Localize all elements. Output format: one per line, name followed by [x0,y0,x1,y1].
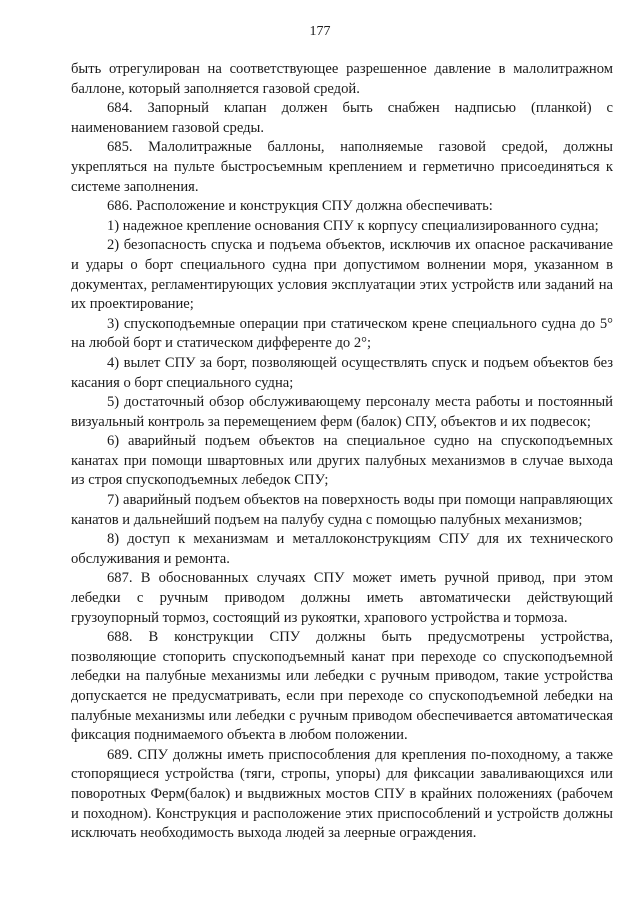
paragraph: 7) аварийный подъем объектов на поверхность воды при помощи направляющих канатов и дальнейший подъем на палубу судна с помощью палубных механизмов; [71,492,613,528]
paragraph: 4) вылет СПУ за борт, позволяющей осуществлять спуск и подъем объектов без касания о борт специального судна; [71,354,613,391]
paragraph: 689. СПУ должны иметь приспособления для крепления по-походному, а также стопорящиеся устройства (тяги, стропы, упоры) для фиксации заваливающихся или поворотных Ферм(балок) и выдвижных мостов СПУ в крайних положениях (рабочем и походном). Конструкция и расположение этих приспособлений и устройств должны исключать необходимость выхода людей за леерные ограждения. [71,746,613,842]
paragraph: 685. Малолитражные баллоны, наполняемые газовой средой, должны укрепляться на пульте быстросъемным креплением и герметично присоединяться к системе заполнения. [71,139,613,195]
paragraph: 688. В конструкции СПУ должны быть предусмотрены устройства, позволяющие стопорить спускоподъемный канат при переходе со спускоподъемной лебедки на палубные механизмы или лебедки с ручным приводом, такие устройства допускается не предусматривать, если при переходе со спускоподъемной лебедки на палубные механизмы или лебедки с ручным приводом обеспечивается автоматическая фиксация поднимаемого объекта в любом положении. [71,629,613,744]
paragraph: 2) безопасность спуска и подъема объектов, исключив их опасное раскачивание и удары о борт специального судна при допустимом волнении моря, указанном в документах, регламентирующих условия эксплуатации этих устройств или заданий на их проектирование; [71,237,613,313]
paragraph: 8) доступ к механизмам и металлоконструкциям СПУ для их технического обслуживания и ремонта. [71,531,613,567]
paragraph: 686. Расположение и конструкция СПУ должна обеспечивать: [107,198,493,215]
paragraph: быть отрегулирован на соответствующее разрешенное давление в малолитражном баллоне, который заполняется газовой средой. [71,61,613,97]
paragraph: 6) аварийный подъем объектов на специальное судно на спускоподъемных канатах при помощи швартовных или других палубных механизмов в случае выхода из строя спускоподъемных лебедок СПУ; [71,433,613,489]
paragraph: 1) надежное крепление основания СПУ к корпусу специализированного судна; [107,217,599,234]
paragraph: 684. Запорный клапан должен быть снабжен надписью (планкой) с наименованием газовой среды. [71,100,613,136]
document-body [71,60,613,844]
page-number: 177 [309,24,331,39]
paragraph: 3) спускоподъемные операции при статическом крене специального судна до 5° на любой борт и статическом дифференте до 2°; [71,315,613,352]
paragraph: 687. В обоснованных случаях СПУ может иметь ручной привод, при этом лебедки с ручным приводом должны иметь автоматически действующий грузоупорный тормоз, состоящий из рукоятки, храпового устройства и тормоза. [71,570,613,626]
paragraph: 5) достаточный обзор обслуживающему персоналу места работы и постоянный визуальный контроль за перемещением ферм (балок) СПУ, объектов и их подвесок; [71,394,613,430]
